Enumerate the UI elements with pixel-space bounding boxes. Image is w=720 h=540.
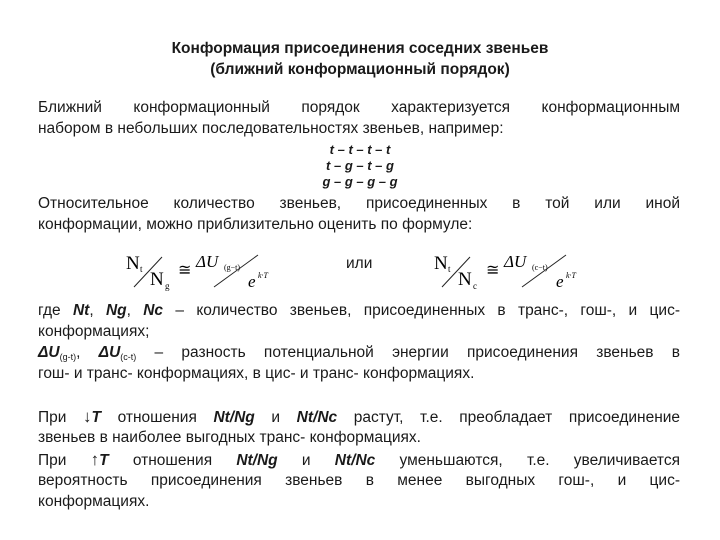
where-line-2: конформациях;: [38, 323, 150, 340]
or-label: или: [346, 255, 373, 272]
increase-line-3: конформациях.: [38, 493, 150, 510]
increase-text-b: уменьшаются, т.е. увеличивается: [399, 452, 680, 469]
decrease-ratio-1: Nt/Ng: [213, 409, 255, 426]
decrease-text-b: растут, т.е. преобладает присоединение: [353, 409, 681, 426]
where-lead: где: [38, 302, 61, 319]
formula2-numerator-sub: t: [448, 264, 451, 274]
increase-line-2: вероятность присоединения звеньев в менее выгодных гош-, и цис-: [38, 472, 680, 489]
where-du2: ΔU: [98, 344, 121, 361]
formula2-exp-power: k·T: [566, 271, 576, 280]
formula2-exp-base: e: [556, 272, 564, 291]
formula-nt-nc: [428, 243, 598, 295]
decrease-ratio-2: Nt/Nc: [296, 409, 338, 426]
increase-line-1: [38, 449, 680, 471]
sequence-2: t – g – t – g: [326, 158, 394, 173]
where-nt: Nt: [72, 302, 90, 319]
where-ng: Ng: [105, 302, 127, 319]
where-line-3: $\Delta U_{(g-t)}$, $\Delta U_{(c-t)}$ – разность потенциальной энергии присоединения звеньев в: [38, 344, 680, 362]
relative-line-1: Относительное количество звеньев, присоединенных в той или иной: [38, 195, 680, 212]
formula1-delta-sub: (g−t): [224, 263, 241, 272]
formula1-numerator: N: [126, 253, 140, 274]
title-line-1: Конформация присоединения соседних звеньев: [171, 40, 549, 57]
formula1-denominator-sub: g: [165, 281, 170, 291]
where-rest-1: – количество звеньев, присоединенных в транс-, гош-, и цис-: [175, 302, 680, 319]
increase-ratio-1: Nt/Ng: [236, 452, 278, 469]
formula2-numerator: N: [434, 253, 448, 274]
decrease-line-2: звеньев в наиболее выгодных транс- конформациях.: [38, 429, 421, 446]
where-du2-sub: (c-t): [120, 352, 137, 362]
where-rest-3: – разность потенциальной энергии присоединения звеньев в: [154, 344, 680, 361]
where-du1-sub: (g-t): [59, 352, 77, 362]
where-du1: ΔU: [38, 344, 60, 361]
increase-text-a: отношения: [132, 452, 213, 469]
sequence-3: g – g – g – g: [322, 174, 398, 189]
arrow-down-icon: ↓: [83, 407, 92, 426]
intro-line-1: Ближний конформационный порядок характеризуется конформационным: [38, 99, 680, 116]
where-nc: Nc: [143, 302, 164, 319]
increase-ratio-2: Nt/Nc: [334, 452, 376, 469]
decrease-lead: При: [38, 409, 67, 426]
formula1-denominator: N: [150, 269, 164, 290]
increase-t: T: [99, 452, 109, 469]
decrease-text-a: отношения: [117, 409, 197, 426]
increase-and: и: [301, 452, 311, 469]
formula2-denominator: N: [458, 269, 472, 290]
formula-nt-ng: [120, 243, 290, 295]
title-line-2: (ближний конформационный порядок): [210, 61, 510, 78]
intro-line-2: набором в небольших последовательностях звеньев, например:: [38, 120, 504, 137]
formula1-exp-power: k·T: [258, 271, 268, 280]
arrow-up-icon: ↑: [90, 450, 100, 469]
formula1-exp-base: e: [248, 272, 256, 291]
where-line-1: где Nt, Ng, Nc – количество звеньев, присоединенных в транс-, гош-, и цис-: [38, 302, 680, 319]
decrease-line-1: [38, 406, 680, 428]
page-title: [0, 38, 720, 80]
sequence-1: t – t – t – t: [329, 142, 391, 157]
formula2-denominator-sub: c: [473, 281, 477, 291]
formula2-approx: ≅: [486, 262, 500, 279]
formula1-delta: ΔU: [196, 252, 219, 271]
decrease-t: T: [91, 409, 101, 426]
decrease-and: и: [271, 409, 281, 426]
relative-line-2: конформации, можно приблизительно оценить по формуле:: [38, 216, 473, 233]
increase-lead: При: [38, 452, 67, 469]
where-line-4: гош- и транс- конформациях, в цис- и транс- конформациях.: [38, 365, 475, 382]
formula1-approx: ≅: [178, 262, 192, 279]
formula2-delta: ΔU: [504, 252, 527, 271]
formula2-delta-sub: (c−t): [532, 263, 548, 272]
formula1-numerator-sub: t: [140, 264, 143, 274]
